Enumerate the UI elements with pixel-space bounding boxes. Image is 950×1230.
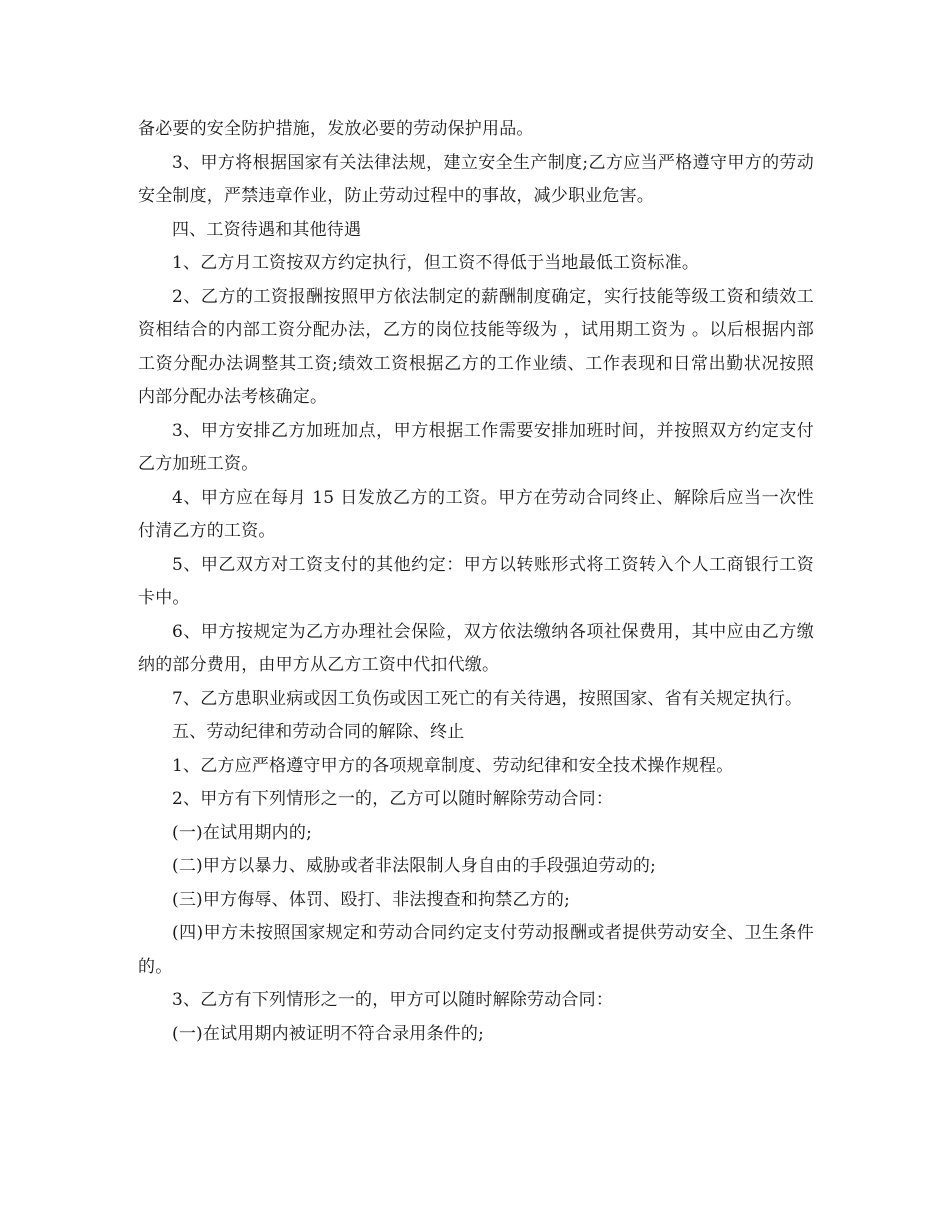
list-item-employee-3: (三)甲方侮辱、体罚、殴打、非法搜查和拘禁乙方的; <box>172 889 570 910</box>
section-heading-wages: 四、工资待遇和其他待遇 <box>172 219 362 240</box>
document-body <box>138 113 814 1051</box>
paragraph-discipline-1: 1、乙方应严格遵守甲方的各项规章制度、劳动纪律和安全技术操作规程。 <box>172 755 734 776</box>
paragraph-wage-6: 6、甲方按规定为乙方办理社会保险，双方依法缴纳各项社保费用，其中应由乙方缴纳的部分费用，由甲方从乙方工资中代扣代缴。 <box>138 621 814 675</box>
list-item-employee-4: (四)甲方未按照国家规定和劳动合同约定支付劳动报酬或者提供劳动安全、卫生条件的。 <box>138 923 814 977</box>
paragraph-wage-7: 7、乙方患职业病或因工负伤或因工死亡的有关待遇，按照国家、省有关规定执行。 <box>172 688 803 709</box>
paragraph-wage-5: 5、甲乙双方对工资支付的其他约定：甲方以转账形式将工资转入个人工商银行工资卡中。 <box>138 554 814 608</box>
list-item-employee-2: (二)甲方以暴力、威胁或者非法限制人身自由的手段强迫劳动的; <box>172 856 656 876</box>
paragraph-wage-2: 2、乙方的工资报酬按照甲方依法制定的薪酬制度确定，实行技能等级工资和绩效工资相结合的内部工资分配办法，乙方的岗位技能等级为 ，试用期工资为 。以后根据内部工资分配办法调整其工资;绩效工资根据乙方的工作业绩、工作表现和日常出勤状况按照内部分配办法考核确定。 <box>138 286 814 407</box>
list-item-employee-1: (一)在试用期内的; <box>172 822 312 843</box>
paragraph-discipline-3: 3、乙方有下列情形之一的，甲方可以随时解除劳动合同： <box>172 990 614 1010</box>
paragraph-discipline-2: 2、甲方有下列情形之一的，乙方可以随时解除劳动合同： <box>172 789 614 809</box>
list-item-employer-1: (一)在试用期内被证明不符合录用条件的; <box>172 1023 484 1044</box>
section-heading-discipline: 五、劳动纪律和劳动合同的解除、终止 <box>172 722 465 742</box>
paragraph-wage-3: 3、甲方安排乙方加班加点，甲方根据工作需要安排加班时间，并按照双方约定支付乙方加班工资。 <box>138 420 814 474</box>
paragraph-wage-1: 1、乙方月工资按双方约定执行，但工资不得低于当地最低工资标准。 <box>172 253 700 273</box>
paragraph-wage-4: 4、甲方应在每月 15 日发放乙方的工资。甲方在劳动合同终止、解除后应当一次性付清乙方的工资。 <box>138 487 814 541</box>
paragraph-safety-rules: 3、甲方将根据国家有关法律法规，建立安全生产制度;乙方应当严格遵守甲方的劳动安全制度，严禁违章作业，防止劳动过程中的事故，减少职业危害。 <box>138 152 814 206</box>
paragraph-safety-equipment: 备必要的安全防护措施，发放必要的劳动保护用品。 <box>138 119 534 139</box>
